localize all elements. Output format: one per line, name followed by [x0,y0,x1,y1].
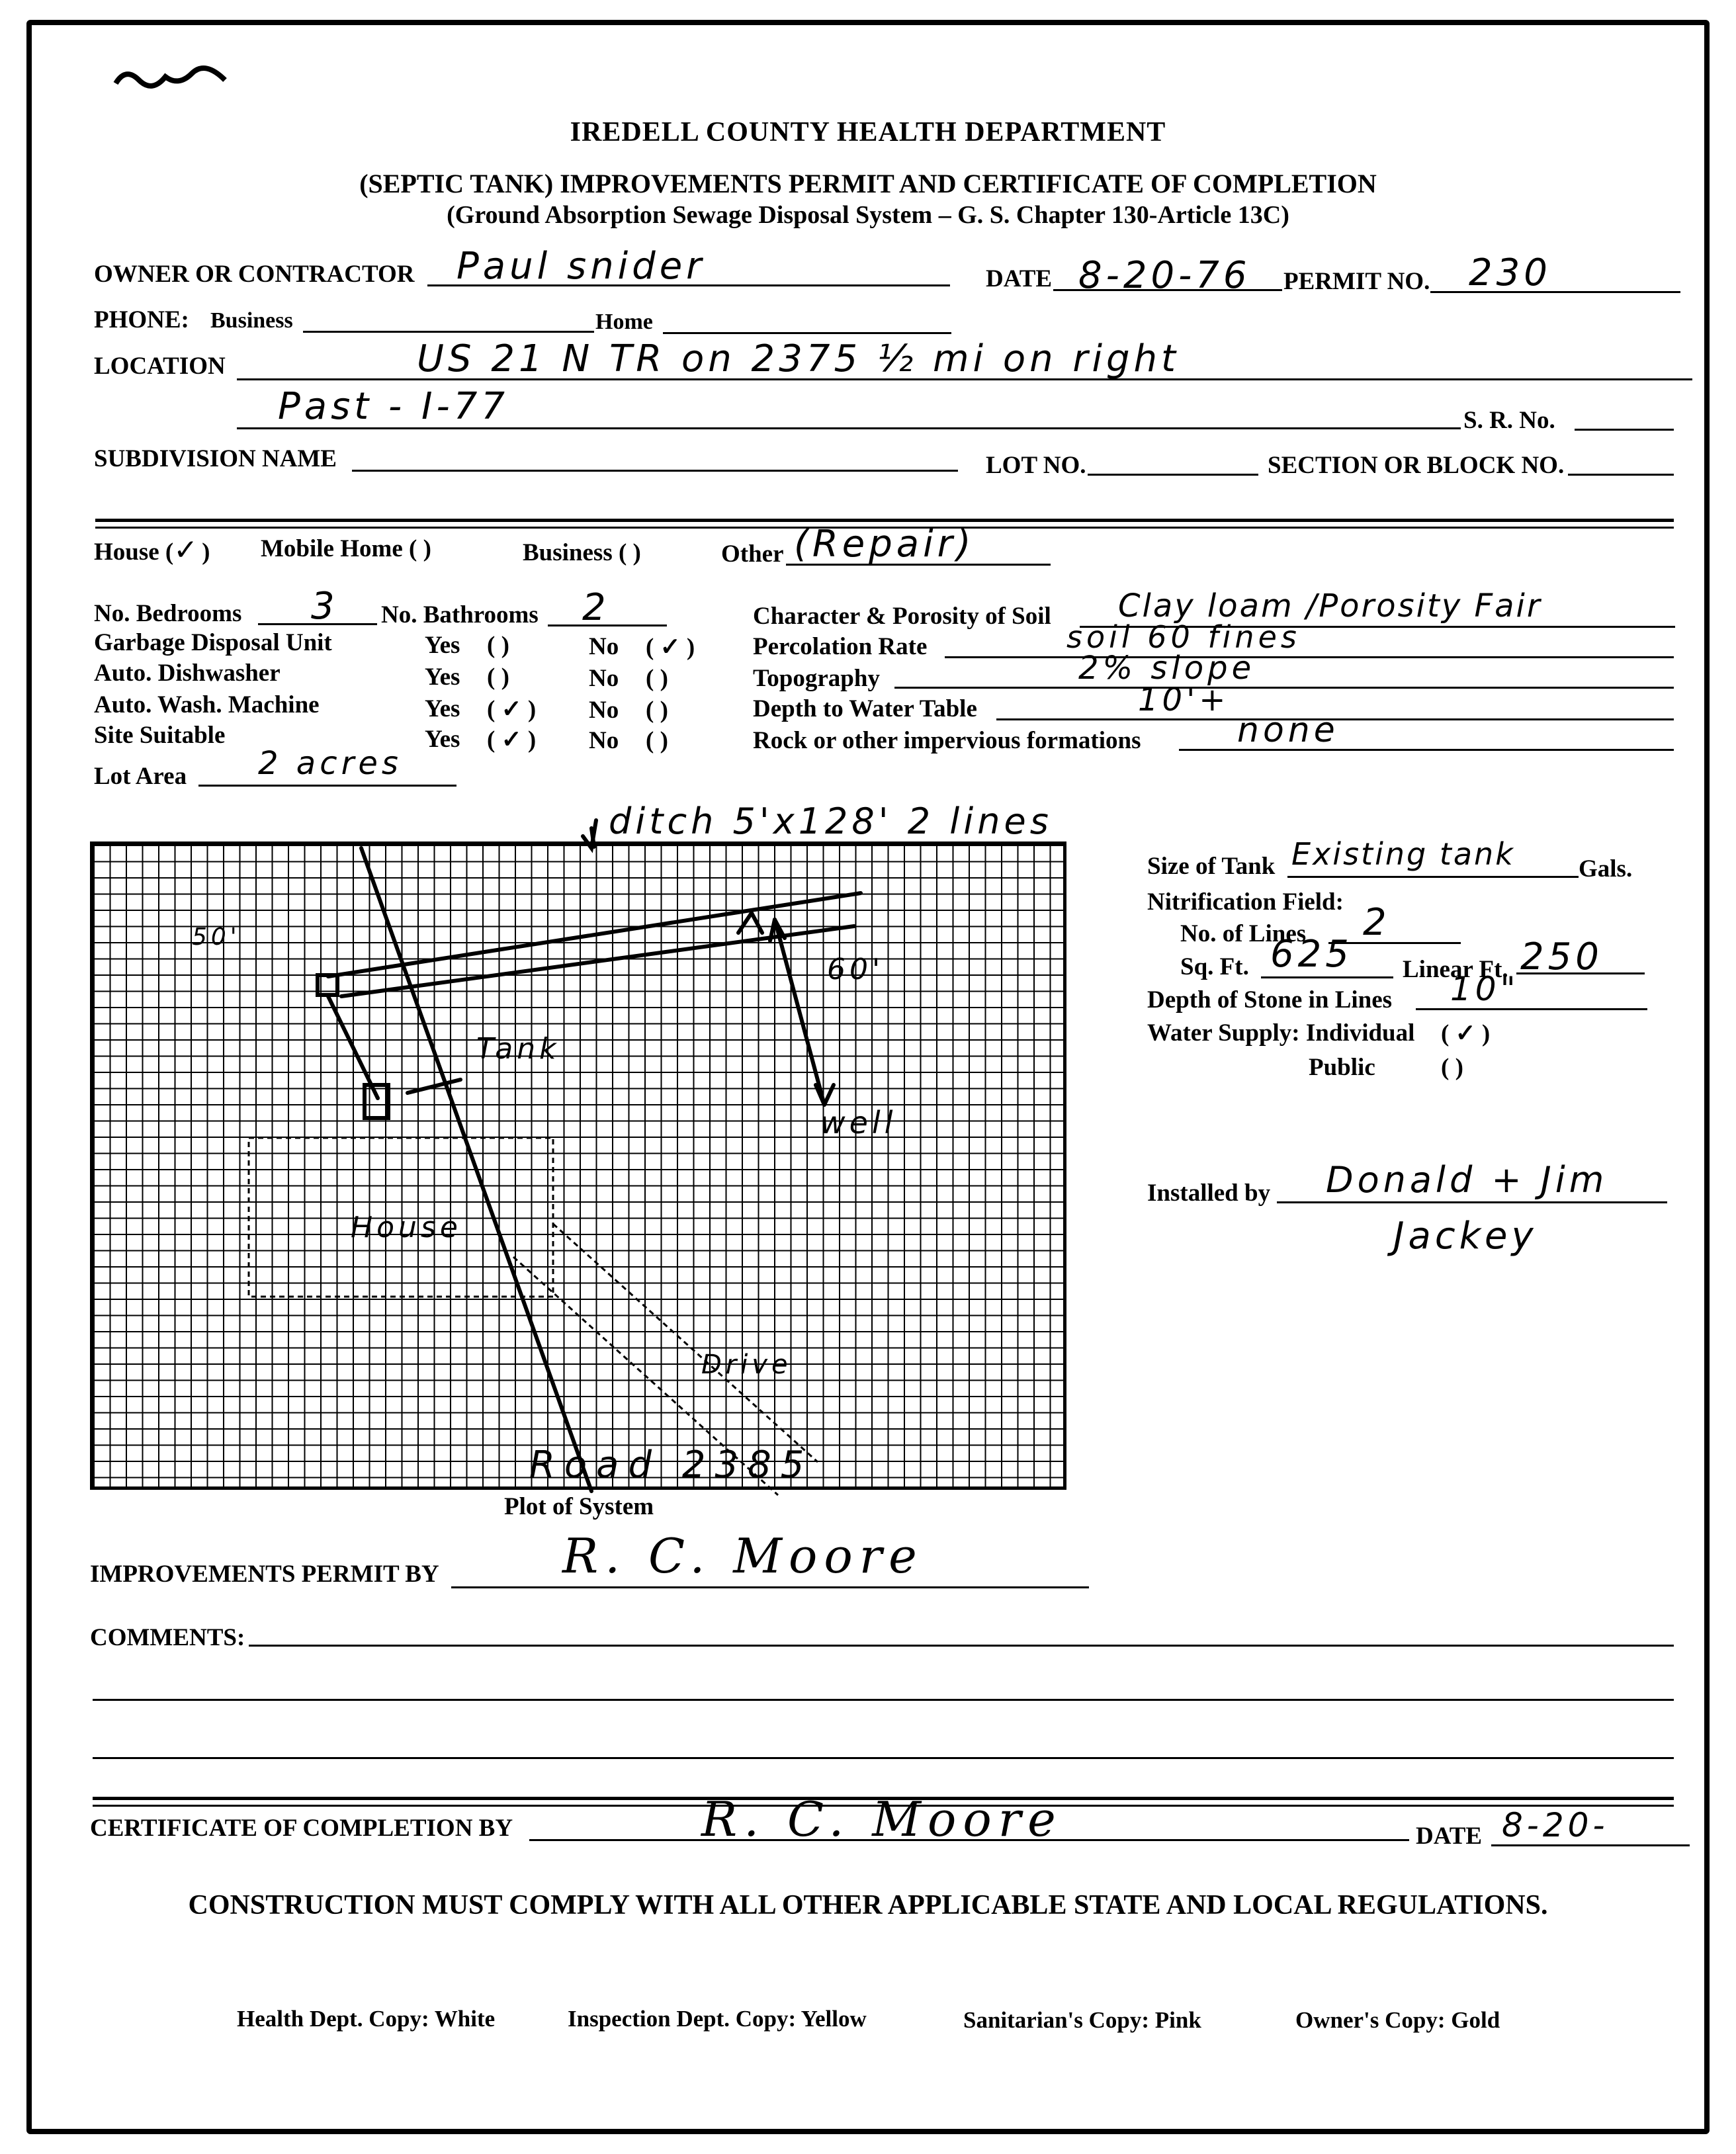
linear-ft-label: Linear Ft. [1403,956,1508,983]
site-yes-label: Yes [425,726,460,753]
dishwasher-label: Auto. Dishwasher [94,660,281,687]
lot-no-label: LOT NO. [986,452,1086,479]
lot-no-underline[interactable] [1088,474,1258,476]
copy-owner: Owner's Copy: Gold [1295,2007,1500,2033]
comply-notice: CONSTRUCTION MUST COMPLY WITH ALL OTHER APPLICABLE STATE AND LOCAL REGULATIONS. [188,1890,1548,1920]
water-individual-box[interactable]: ( ✓ ) [1441,1020,1491,1047]
topography-label: Topography [753,665,880,692]
permit-title: (SEPTIC TANK) IMPROVEMENTS PERMIT AND CERTIFICATE OF COMPLETION [359,169,1377,198]
subdivision-label: SUBDIVISION NAME [94,445,337,472]
linear-ft-value[interactable]: 250 [1520,935,1603,978]
installed-by-value-2[interactable]: Jackey [1393,1215,1538,1258]
water-public-box[interactable]: ( ) [1441,1054,1463,1081]
bedrooms-value[interactable]: 3 [311,585,339,628]
garbage-yes-box[interactable]: ( ) [487,632,509,659]
garbage-yes-label: Yes [425,632,460,659]
comments-line-1[interactable] [249,1645,1674,1647]
topography-value[interactable]: 2% slope [1078,650,1256,687]
permit-no-value[interactable]: 230 [1469,251,1551,294]
rock-value[interactable]: none [1237,711,1339,750]
cert-date-label: DATE [1416,1823,1483,1850]
copy-sanitarian: Sanitarian's Copy: Pink [963,2007,1201,2033]
location-line-1[interactable]: US 21 N TR on 2375 ½ mi on right [417,337,1180,380]
certificate-signature: R. C. Moore [701,1791,1063,1847]
subdivision-underline[interactable] [352,470,958,472]
perc-rate-underline [945,656,1674,658]
dishwasher-no-box[interactable]: ( ) [646,665,668,692]
nitrification-label: Nitrification Field: [1147,888,1344,916]
perc-rate-label: Percolation Rate [753,633,928,660]
plot-drive-note: Drive [701,1350,792,1380]
department-title: IREDELL COUNTY HEALTH DEPARTMENT [570,117,1166,148]
mobile-home-option[interactable]: Mobile Home ( ) [261,535,431,562]
comments-label: COMMENTS: [90,1624,245,1651]
tank-size-label: Size of Tank [1147,853,1276,880]
sqft-underline [1261,976,1393,978]
stone-depth-value[interactable]: 10" [1450,970,1520,1008]
cert-date-underline [1491,1844,1690,1846]
site-yes-box[interactable]: ( ✓ ) [487,726,537,754]
bathrooms-value[interactable]: 2 [582,586,610,629]
certificate-label: CERTIFICATE OF COMPLETION BY [90,1815,513,1842]
installed-by-label: Installed by [1147,1180,1271,1207]
date-value[interactable]: 8-20-76 [1078,254,1251,297]
soil-character-value[interactable]: Clay loam /Porosity Fair [1118,587,1542,625]
plot-distance-note: 60' [827,953,885,986]
soil-character-label: Character & Porosity of Soil [753,603,1051,630]
lines-label: No. of Lines [1180,920,1307,947]
lot-area-value[interactable]: 2 acres [258,745,402,782]
garbage-no-label: No [589,633,619,660]
sr-no-underline[interactable] [1575,429,1674,431]
topography-underline [894,687,1674,689]
improvements-signature: R. C. Moore [562,1528,924,1584]
stone-depth-underline [1416,1008,1647,1010]
lot-area-label: Lot Area [94,763,187,790]
stone-depth-label: Depth of Stone in Lines [1147,986,1393,1013]
dishwasher-no-label: No [589,665,619,692]
copy-inspection: Inspection Dept. Copy: Yellow [568,2006,867,2032]
plot-house-note: House [351,1211,462,1244]
sr-no-label: S. R. No. [1463,407,1555,434]
phone-home-underline[interactable] [663,332,951,334]
lot-area-underline [198,785,456,787]
lines-value[interactable]: 2 [1363,901,1391,944]
plot-well-note: well [820,1105,897,1141]
plot-caption: Plot of System [504,1493,654,1520]
plot-road-note: Road 2385 [529,1443,814,1486]
plot-sketch [90,794,1082,1508]
garbage-no-box[interactable]: ( ✓ ) [646,634,695,661]
corner-stamp-mark [112,64,232,97]
house-label: House (✓) [94,533,210,567]
sqft-value[interactable]: 625 [1270,933,1353,976]
water-supply-label: Water Supply: Individual [1147,1019,1415,1047]
tank-size-value[interactable]: Existing tank [1291,836,1515,872]
wash-yes-label: Yes [425,695,460,722]
phone-business-label: Business [210,308,293,333]
site-suitable-label: Site Suitable [94,722,226,749]
section-label: SECTION OR BLOCK NO. [1268,452,1565,479]
sqft-label: Sq. Ft. [1180,953,1249,980]
wash-no-label: No [589,697,619,724]
bathrooms-label: No. Bathrooms [381,601,539,628]
tank-size-underline [1287,876,1579,878]
water-table-label: Depth to Water Table [753,695,977,722]
location-label: LOCATION [94,353,226,380]
garbage-label: Garbage Disposal Unit [94,629,332,656]
cert-date-value[interactable]: 8-20- [1502,1806,1609,1844]
owner-label: OWNER OR CONTRACTOR [94,261,415,288]
date-label: DATE [986,265,1053,292]
business-option[interactable]: Business ( ) [523,539,641,566]
permit-subtitle: (Ground Absorption Sewage Disposal System – G. S. Chapter 130-Article 13C) [447,201,1289,229]
dishwasher-yes-label: Yes [425,664,460,691]
water-public-label: Public [1309,1054,1375,1081]
wash-yes-box[interactable]: ( ✓ ) [487,696,537,723]
site-no-box[interactable]: ( ) [646,727,668,754]
phone-label: PHONE: [94,306,189,333]
wash-machine-label: Auto. Wash. Machine [94,691,320,718]
improvements-underline [451,1586,1089,1588]
perc-rate-value[interactable]: soil 60 fines [1066,619,1301,655]
permit-no-label: PERMIT NO. [1283,268,1430,295]
installed-by-underline [1277,1201,1667,1203]
dishwasher-yes-box[interactable]: ( ) [487,664,509,691]
divider-top [95,519,1674,522]
location-line-2[interactable]: Past - I-77 [278,385,509,428]
improvements-permit-label: IMPROVEMENTS PERMIT BY [90,1561,439,1588]
gals-label: Gals. [1579,855,1633,883]
water-table-value[interactable]: 10'+ [1138,681,1230,718]
comments-line-2[interactable] [93,1699,1674,1701]
plot-small-note: 50' [192,924,241,951]
bedrooms-label: No. Bedrooms [94,600,242,627]
plot-ditch-note: ditch 5'x128' 2 lines [609,800,1053,842]
plot-tank-note: Tank [476,1032,560,1066]
other-label: Other [721,540,784,568]
copy-health: Health Dept. Copy: White [237,2006,496,2032]
section-underline[interactable] [1568,474,1674,476]
owner-value[interactable]: Paul snider [456,245,706,288]
wash-no-box[interactable]: ( ) [646,697,668,724]
installed-by-value-1[interactable]: Donald + Jim [1326,1159,1608,1201]
site-no-label: No [589,727,619,754]
other-value[interactable]: (Repair) [794,523,975,566]
house-check[interactable]: ✓ [173,533,202,567]
phone-home-label: Home [595,310,653,334]
permit-no-underline [1430,291,1680,293]
comments-line-3[interactable] [93,1757,1674,1759]
rock-label: Rock or other impervious formations [753,727,1141,754]
phone-business-underline[interactable] [303,331,594,333]
